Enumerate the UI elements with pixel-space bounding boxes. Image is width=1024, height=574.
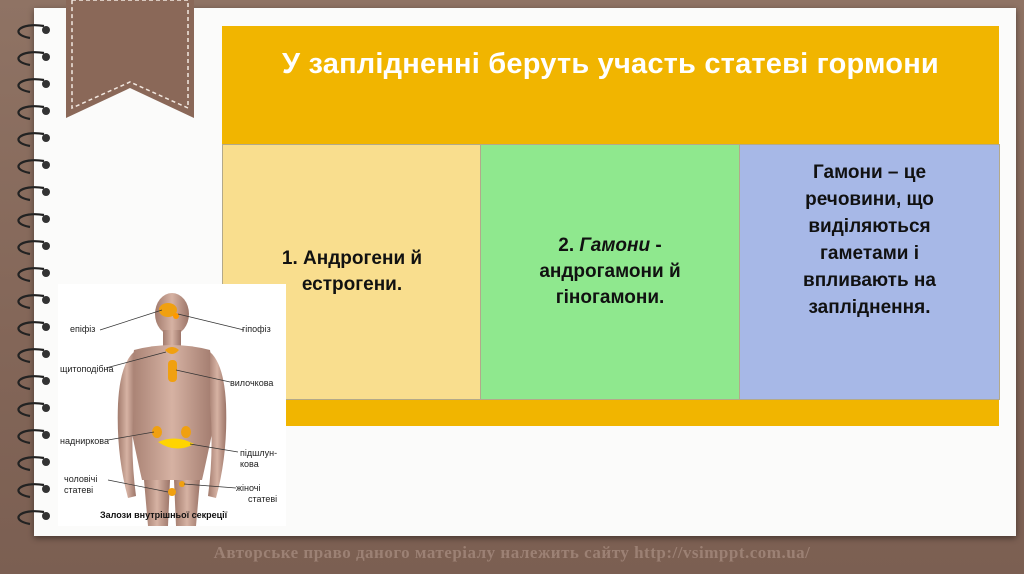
title-banner — [222, 26, 999, 144]
label-thymus: вилочкова — [230, 378, 274, 388]
cell-androgens-text: 1. Андрогени й естрогени. — [281, 248, 423, 295]
cell-gamones-prefix: 2. — [558, 235, 580, 256]
spiral-binding — [0, 0, 60, 540]
label-female-2: статеві — [248, 494, 278, 504]
label-thyroid: щитоподібна — [60, 364, 114, 374]
label-adrenal: надниркова — [60, 436, 109, 446]
cell-gamones-suffix: - андрогамони й гіногамони. — [539, 235, 681, 308]
label-pancreas-1: підшлун- — [240, 448, 278, 458]
label-epiphysis: епіфіз — [70, 324, 96, 334]
figure-caption: Залози внутрішньої секреції — [100, 510, 228, 520]
label-female-1: жіночі — [236, 483, 261, 493]
label-hypophysis: гіпофіз — [242, 324, 271, 334]
slide-title: У заплідненні беруть участь статеві гормони — [282, 48, 939, 80]
info-cells — [222, 144, 999, 400]
label-pancreas-2: кова — [240, 459, 259, 469]
cell-gamones-italic: Гамони — [579, 235, 651, 256]
bottom-banner — [222, 400, 999, 426]
cell-gamones — [480, 144, 740, 400]
cell-definition-text: Гамони – це речовини, що виділяються гаметами і впливають на запліднення. — [803, 162, 936, 318]
label-male-2: статеві — [64, 485, 94, 495]
cell-gamones-text — [505, 233, 715, 311]
label-male-1: чоловічі — [64, 474, 98, 484]
endocrine-glands-figure — [58, 284, 286, 526]
cell-definition — [739, 144, 1000, 400]
bookmark-ribbon — [66, 0, 194, 118]
copyright-footer: Авторське право даного матеріалу належить сайту http://vsimppt.com.ua/ — [213, 543, 811, 562]
